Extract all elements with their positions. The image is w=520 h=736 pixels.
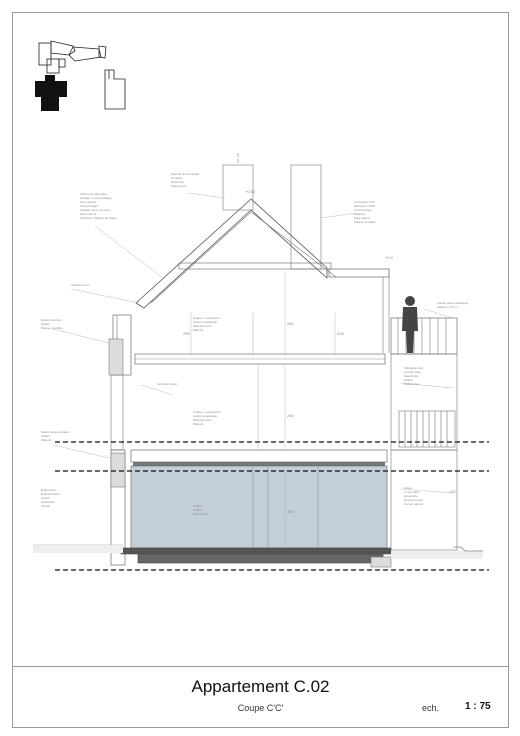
dim-middle: 250: [287, 413, 294, 418]
note-terrace: Platelage bois Lambourdes Étanchéité Isolant Dalle béton: [404, 366, 423, 386]
dim-upper-center: 260: [287, 321, 294, 326]
note-roof-right: Couverture zinc Panneaux OSB Chevronnage Isolation Pare-vapeur Plaque de plâtre: [354, 200, 376, 224]
wall-hatch-upper: [109, 339, 123, 375]
note-railing: Garde-corps métallique Hauteur 1,10 m: [437, 301, 469, 309]
note-wall-mid-left: Maçonnerie existante Isolant Plafond: [41, 430, 70, 442]
plan-highlight-icon: [35, 75, 67, 111]
drawing-sheet: [12, 12, 509, 728]
level-eave-right: +0,0: [385, 255, 393, 260]
note-slab-mid: Chape Isolant Dalle béton: [193, 504, 209, 516]
middle-slab: [131, 450, 387, 462]
section-drawing: [13, 13, 510, 668]
flat-roof: [329, 269, 389, 277]
note-chimney: Souche de cheminée Conduit Parement Maçonnerie: [171, 172, 200, 188]
ground-slab: [121, 548, 391, 554]
main-roof: [136, 199, 327, 308]
dim-upper-right: 225: [337, 331, 344, 336]
wall-hatch-lower: [111, 453, 125, 487]
chimney-left: [223, 165, 253, 210]
dim-ground: 250: [287, 509, 294, 514]
note-wall-left: Enduit extérieur Isolant Plaque de plâtre: [41, 318, 63, 330]
note-floor-upper: Chape + revêtement Isolant acoustique Plancher bois Plafond: [193, 316, 221, 332]
dim-annex: 220: [449, 489, 456, 494]
balcony: [391, 318, 457, 354]
annex-lower: [391, 450, 457, 550]
note-floor-mid: Chape + revêtement Isolant acoustique Plancher bois Plafond: [193, 410, 221, 426]
chimney-right: [291, 165, 321, 269]
left-wall-lower: [111, 375, 123, 450]
note-gutter: Gouttière zinc: [71, 283, 90, 287]
plan-outline-icon: [39, 41, 106, 73]
note-roof: Toiture en tuile plate Lattage + contre-lattage Sous-toiture Chevronnage Isolation laine de verre Pare-vapeur Structure / Plaque de plâtre: [80, 192, 117, 220]
note-slab-left: Dalle béton Empierrement Isolant Géotextile Terrain: [41, 488, 60, 508]
drawing-subtitle: Coupe C'C': [237, 703, 284, 713]
scale-label: ech.: [422, 703, 440, 713]
dim-upper-left: 295: [183, 331, 190, 336]
attic-floor: [179, 263, 331, 269]
scale-figure: [402, 296, 418, 353]
elevation-icon: [105, 70, 125, 109]
key-plan: [35, 41, 125, 111]
drawing-title: Appartement C.02: [191, 677, 330, 696]
note-beam-left: Corniche béton: [157, 382, 178, 386]
ground-floor-room: [131, 466, 387, 548]
title-block: [12, 666, 509, 728]
foundation: [138, 554, 383, 563]
note-ground-right: Pavés Lit de sable Géotextile Empierrement Terrain naturel: [404, 486, 424, 506]
level-ridge: +0,00: [245, 189, 256, 194]
scale-value: 1 : 75: [465, 701, 491, 712]
